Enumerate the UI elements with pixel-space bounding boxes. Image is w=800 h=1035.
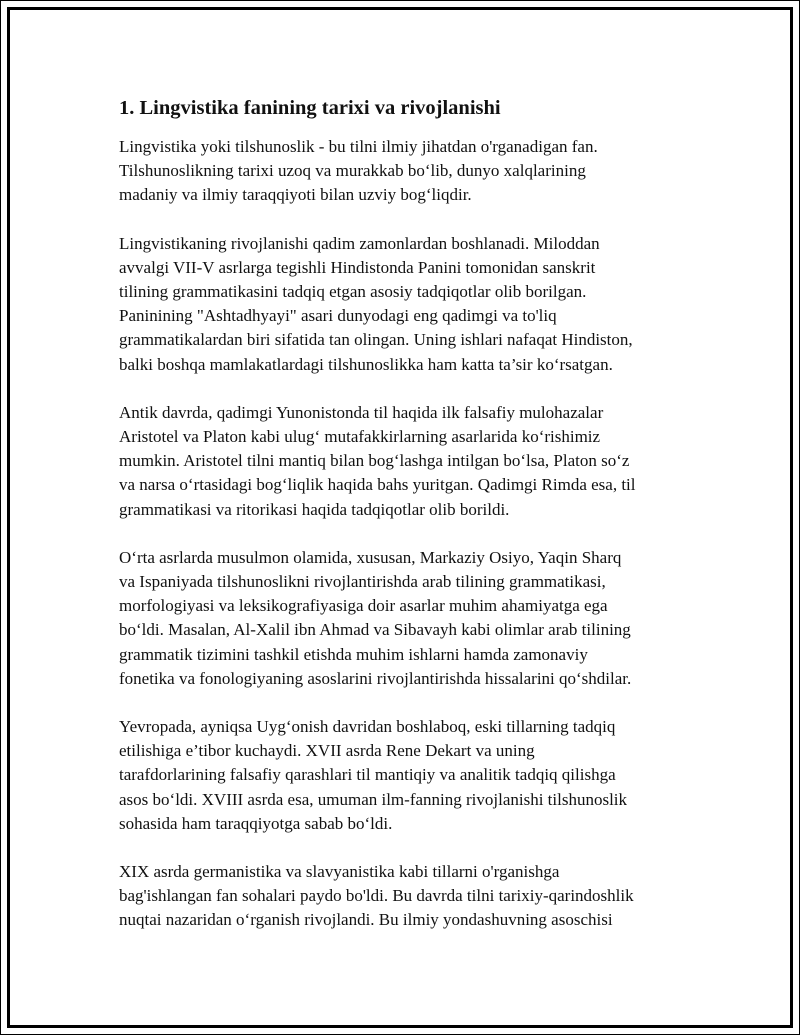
text-line: bo‘ldi. Masalan, Al-Xalil ibn Ahmad va Sibavayh kabi olimlar arab tilining — [119, 620, 631, 640]
text-line: Antik davrda, qadimgi Yunonistonda til haqida ilk falsafiy mulohazalar — [119, 402, 604, 422]
text-line: O‘rta asrlarda musulmon olamida, xususan, Markaziy Osiyo, Yaqin Sharq — [119, 547, 622, 567]
text-line: tilining grammatikasini tadqiq etgan asosiy tadqiqotlar olib borilgan. — [119, 282, 587, 302]
text-line: va narsa o‘rtasidagi bog‘liqlik haqida bahs yuritgan. Qadimgi Rimda esa, til — [119, 475, 636, 495]
text-line: bag'ishlangan fan sohalari paydo bo'ldi. Bu davrda tilni tarixiy-qarindoshlik — [119, 886, 634, 906]
text-line: Tilshunoslikning tarixi uzoq va murakkab bo‘lib, dunyo xalqlarining — [119, 161, 586, 181]
text-line: grammatik tizimini tashkil etishda muhim ishlarni hamda zamonaviy — [119, 644, 588, 664]
text-line: sohasida ham taraqqiyotga sabab bo‘ldi. — [119, 813, 393, 833]
text-line: morfologiyasi va leksikografiyasiga doir asarlar muhim ahamiyatga ega — [119, 596, 608, 616]
text-line: Lingvistika yoki tilshunoslik - bu tilni ilmiy jihatdan o'rganadigan fan. — [119, 137, 598, 156]
paragraph-nineteenth-century — [119, 860, 679, 933]
paragraph-middle-ages — [119, 546, 679, 691]
text-line: asos bo‘ldi. XVIII asrda esa, umuman ilm-fanning rivojlanishi tilshunoslik — [119, 789, 628, 809]
paragraph-antiquity — [119, 401, 679, 522]
text-line: Yevropada, ayniqsa Uyg‘onish davridan boshlaboq, eski tillarning tadqiq — [119, 717, 616, 737]
text-line: tarafdorlarining falsafiy qarashlari til mantiqiy va analitik tadqiq qilishga — [119, 765, 616, 785]
text-line: avvalgi VII-V asrlarga tegishli Hindistonda Panini tomonidan sanskrit — [119, 257, 596, 277]
paragraph-ancient-india — [119, 232, 679, 377]
text-line: mumkin. Aristotel tilni mantiq bilan bog‘lashga intilgan bo‘lsa, Platon so‘z — [119, 451, 630, 471]
text-line: va Ispaniyada tilshunoslikni rivojlantirishda arab tilining grammatikasi, — [119, 572, 606, 592]
text-line: grammatikalardan biri sifatida tan olingan. Uning ishlari nafaqat Hindiston, — [119, 330, 633, 350]
text-line: balki boshqa mamlakatlardagi tilshunoslikka ham katta ta’sir ko‘rsatgan. — [119, 354, 613, 374]
text-line: fonetika va fonologiyaning asoslarini rivojlantirishda hissalarini qo‘shdilar. — [119, 668, 632, 688]
section-title: 1. Lingvistika fanining tarixi va rivojlanishi — [119, 97, 501, 119]
text-line: etilishiga e’tibor kuchaydi. XVII asrda Rene Dekart va uning — [119, 741, 535, 761]
text-line: Lingvistikaning rivojlanishi qadim zamonlardan boshlanadi. Miloddan — [119, 233, 600, 253]
text-line: nuqtai nazaridan o‘rganish rivojlandi. Bu ilmiy yondashuvning asoschisi — [119, 910, 613, 930]
text-line: Aristotel va Platon kabi ulug‘ mutafakkirlarning asarlarida ko‘rishimiz — [119, 427, 601, 447]
text-line: madaniy va ilmiy taraqqiyoti bilan uzviy bog‘liqdir. — [119, 185, 472, 205]
text-line: XIX asrda germanistika va slavyanistika kabi tillarni o'rganishga — [119, 862, 560, 882]
paragraph-europe — [119, 715, 679, 836]
document-body — [119, 95, 679, 957]
text-line: grammatikasi va ritorikasi haqida tadqiqotlar olib borildi. — [119, 499, 510, 519]
paragraph-intro — [119, 135, 679, 208]
text-line: Paninining "Ashtadhyayi" asari dunyodagi eng qadimgi va to'liq — [119, 306, 557, 326]
